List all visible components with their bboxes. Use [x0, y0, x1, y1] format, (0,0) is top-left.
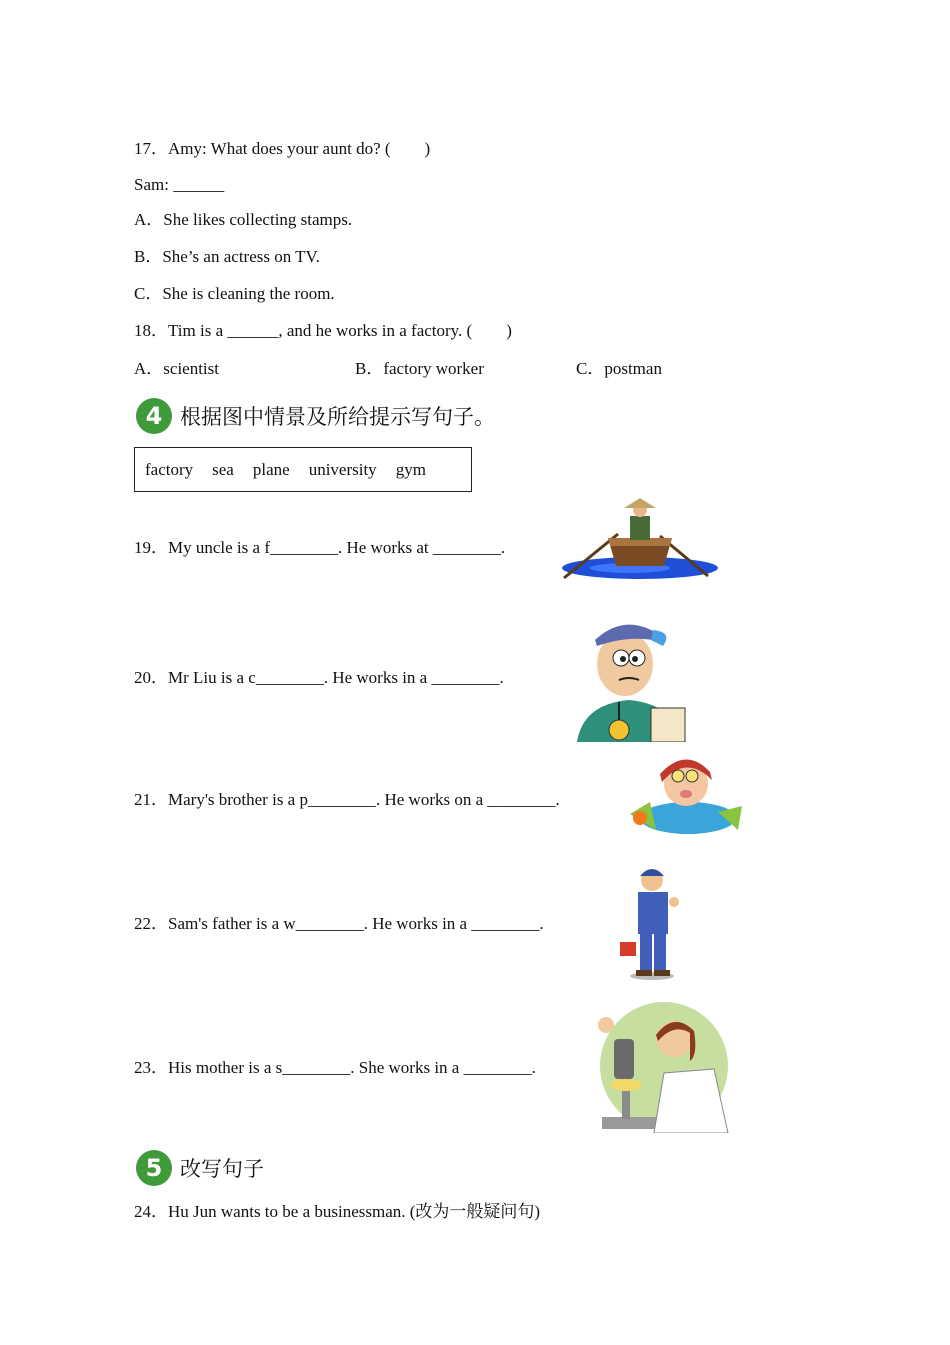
- section-4-badge: 4: [136, 398, 172, 434]
- q17-stem: 17．Amy: What does your aunt do? ( ): [134, 139, 431, 158]
- section-5-heading: [136, 1150, 264, 1186]
- word-bank-item: sea: [212, 459, 234, 479]
- word-bank-item: university: [308, 459, 377, 479]
- q17-option-b: B．She’s an actress on TV.: [134, 247, 320, 266]
- q18-option-c: C．postman: [576, 359, 662, 378]
- section-4-heading: [136, 398, 495, 434]
- q24-text: 24．Hu Jun wants to be a businessman. (改为一般疑问句): [134, 1202, 541, 1221]
- q23-text: 23．His mother is a s________. She works in a ________.: [134, 1058, 536, 1077]
- q19-text: 19．My uncle is a f________. He works at ________.: [134, 538, 506, 557]
- q20-text: 20．Mr Liu is a c________. He works in a ________.: [134, 668, 504, 687]
- coach-picture: [563, 614, 697, 742]
- section-5-title: 改写句子: [180, 1157, 264, 1181]
- scientist-picture: [594, 999, 734, 1133]
- q21-text: 21．Mary's brother is a p________. He works on a ________.: [134, 790, 560, 809]
- q18-option-b: B．factory worker: [355, 359, 484, 378]
- section-4-title: 根据图中情景及所给提示写句子。: [180, 405, 495, 429]
- q18-stem: 18．Tim is a ______, and he works in a factory. ( ): [134, 321, 512, 340]
- q18-option-a: A．scientist: [134, 359, 219, 378]
- q17-option-c: C．She is cleaning the room.: [134, 284, 335, 303]
- word-bank-item: gym: [395, 459, 426, 479]
- section-5-badge: 5: [136, 1150, 172, 1186]
- word-bank-item: factory: [145, 459, 194, 479]
- word-bank: [134, 447, 472, 492]
- worker-picture: [616, 862, 686, 980]
- q17-response: Sam: ______: [134, 175, 225, 194]
- rowboat-picture: [560, 496, 722, 600]
- q17-option-a: A．She likes collecting stamps.: [134, 210, 353, 229]
- word-bank-item: plane: [252, 459, 290, 479]
- pilot-picture: [626, 752, 744, 844]
- q22-text: 22．Sam's father is a w________. He works in a ________.: [134, 914, 544, 933]
